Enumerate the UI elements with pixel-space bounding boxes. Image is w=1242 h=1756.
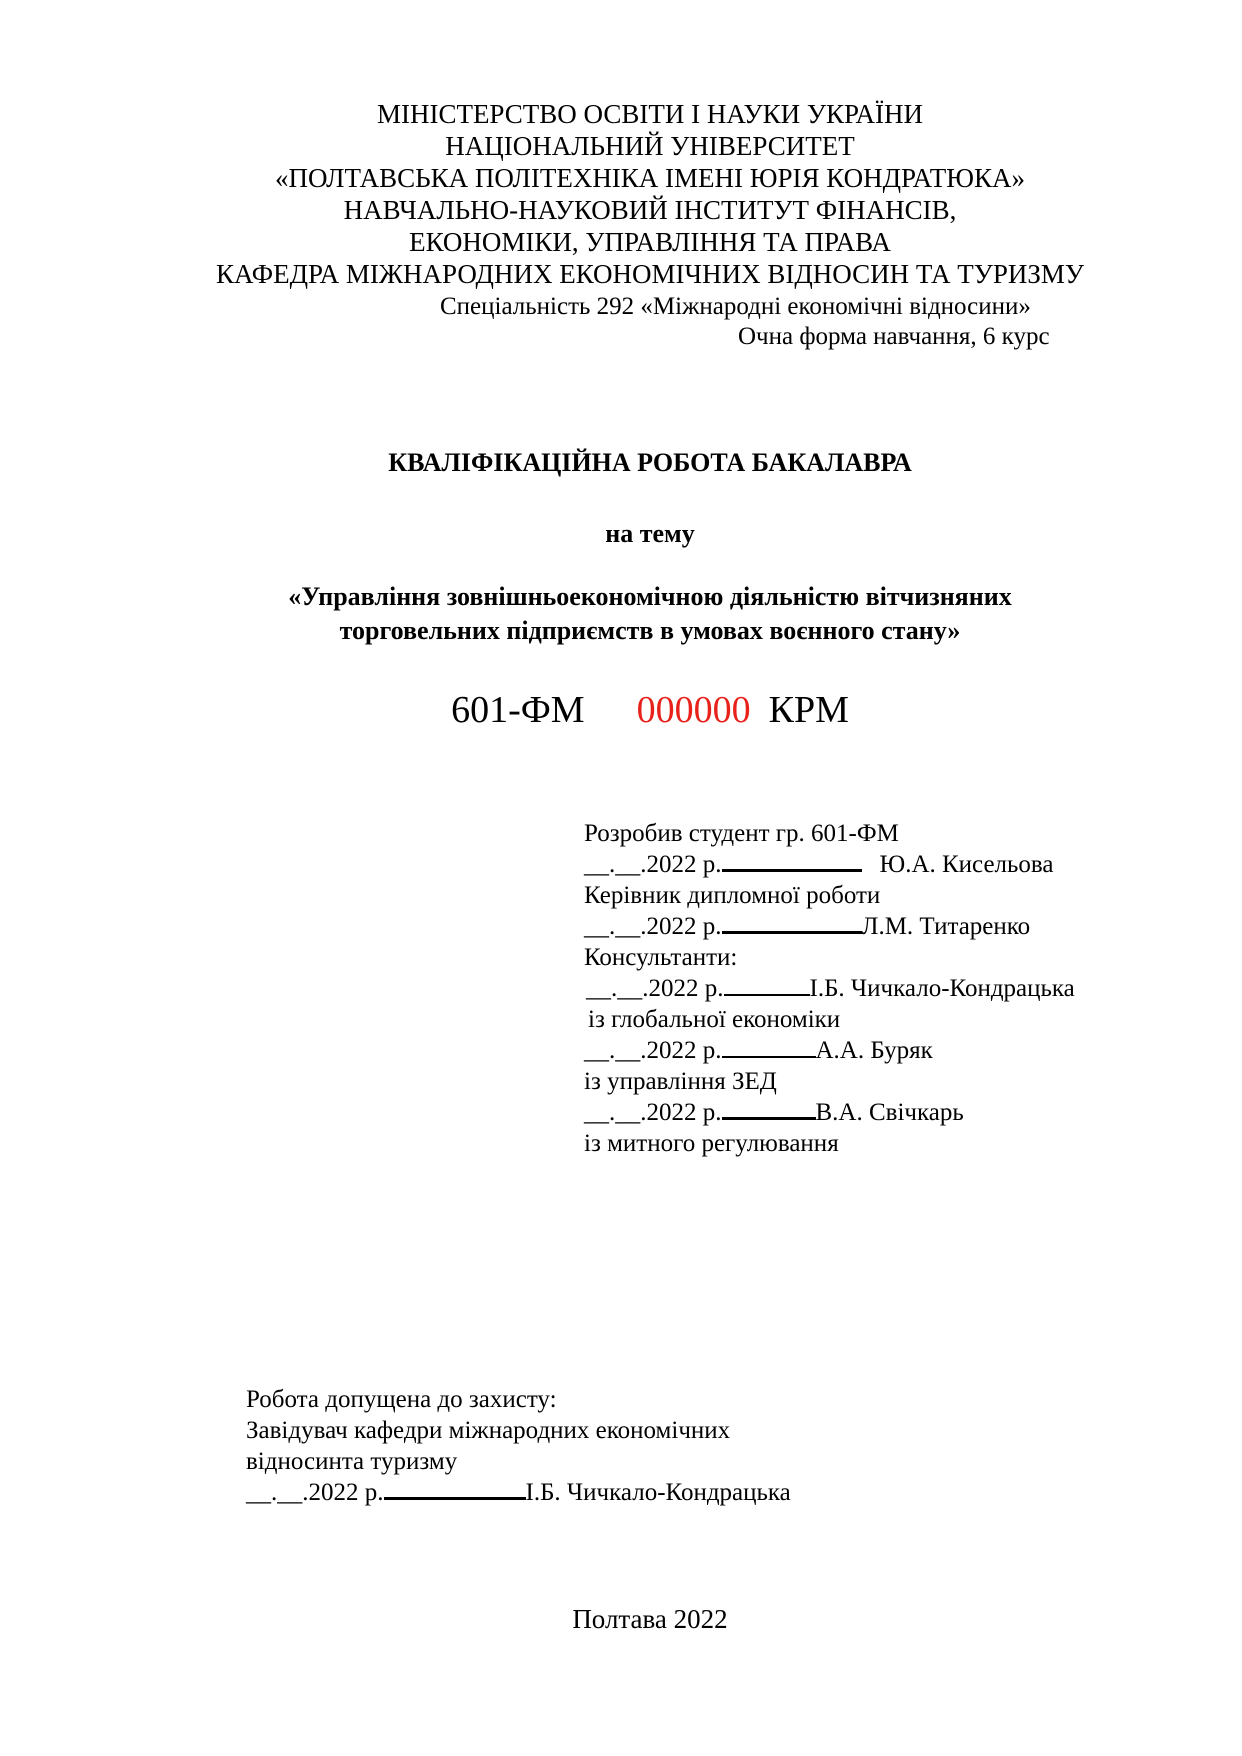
signature-blank — [722, 849, 862, 872]
topic-line-2: торговельних підприємств в умовах воєнного стану» — [339, 616, 961, 645]
supervisor-label: Керівник дипломної роботи — [584, 882, 881, 909]
consultant2-signature-line — [584, 1035, 933, 1066]
code-number: 000000 — [636, 689, 751, 731]
study-form-line: Очна форма навчання, 6 курс — [738, 323, 1050, 350]
institute-line-2: ЕКОНОМІКИ, УПРАВЛІННЯ ТА ПРАВА — [409, 227, 891, 257]
code-suffix: КРМ — [768, 689, 849, 731]
consultant3-area: із митного регулювання — [584, 1130, 839, 1157]
head-name: І.Б. Чичкало-Кондрацька — [525, 1479, 791, 1506]
admission-line-3: відносинта туризму — [246, 1448, 458, 1475]
on-topic-label: на тему — [605, 519, 695, 548]
topic-line-1: «Управління зовнішньоекономічною діяльністю вітчизняних — [288, 582, 1012, 611]
consultants-label: Консультанти: — [584, 944, 738, 971]
department-line: КАФЕДРА МІЖНАРОДНИХ ЕКОНОМІЧНИХ ВІДНОСИН ТА ТУРИЗМУ — [216, 259, 1084, 289]
date-blank: __.__.2022 р. — [584, 1037, 722, 1064]
consultant2-name: А.А. Буряк — [815, 1037, 933, 1064]
signature-blank — [722, 911, 862, 934]
work-code — [0, 688, 1242, 732]
consultant3-name: В.А. Свічкарь — [815, 1099, 964, 1126]
student-signature-line — [584, 849, 1054, 880]
supervisor-signature-line — [584, 911, 1030, 942]
signature-blank — [724, 974, 810, 996]
admission-line-1: Робота допущена до захисту: — [246, 1386, 557, 1413]
supervisor-name: Л.М. Титаренко — [861, 913, 1031, 940]
date-blank: __.__.2022 р. — [584, 1099, 722, 1126]
consultant1-signature-line — [586, 973, 1075, 1004]
consultant3-signature-line — [584, 1097, 964, 1128]
university-line-1: НАЦІОНАЛЬНИЙ УНІВЕРСИТЕТ — [445, 131, 855, 161]
signature-blank — [722, 1097, 816, 1120]
city-year: Полтава 2022 — [572, 1604, 728, 1634]
consultant1-area: із глобальної економіки — [588, 1006, 841, 1033]
head-signature-line — [246, 1477, 791, 1508]
signature-blank — [722, 1036, 816, 1058]
student-name: Ю.А. Кисельова — [879, 851, 1054, 878]
consultant2-area: із управління ЗЕД — [584, 1068, 777, 1095]
date-blank: __.__.2022 р. — [246, 1479, 384, 1506]
consultant1-name: І.Б. Чичкало-Кондрацька — [809, 975, 1075, 1002]
admission-line-2: Завідувач кафедри міжнародних економічних — [246, 1417, 731, 1444]
date-blank: __.__.2022 р. — [584, 913, 722, 940]
university-line-2: «ПОЛТАВСЬКА ПОЛІТЕХНІКА ІМЕНІ ЮРІЯ КОНДРАТЮКА» — [274, 163, 1025, 193]
signature-blank — [384, 1477, 526, 1500]
institute-line-1: НАВЧАЛЬНО-НАУКОВИЙ ІНСТИТУТ ФІНАНСІВ, — [343, 195, 957, 225]
specialty-line: Спеціальність 292 «Міжнародні економічні відносини» — [440, 293, 1031, 320]
ministry-line: МІНІСТЕРСТВО ОСВІТИ І НАУКИ УКРАЇНИ — [376, 99, 924, 129]
work-type-title: КВАЛІФІКАЦІЙНА РОБОТА БАКАЛАВРА — [388, 448, 912, 477]
developed-by-line: Розробив студент гр. 601-ФМ — [584, 820, 899, 847]
date-blank: __.__.2022 р. — [584, 851, 722, 878]
date-blank: __.__.2022 р. — [586, 975, 724, 1002]
code-group: 601-ФМ — [451, 689, 585, 731]
